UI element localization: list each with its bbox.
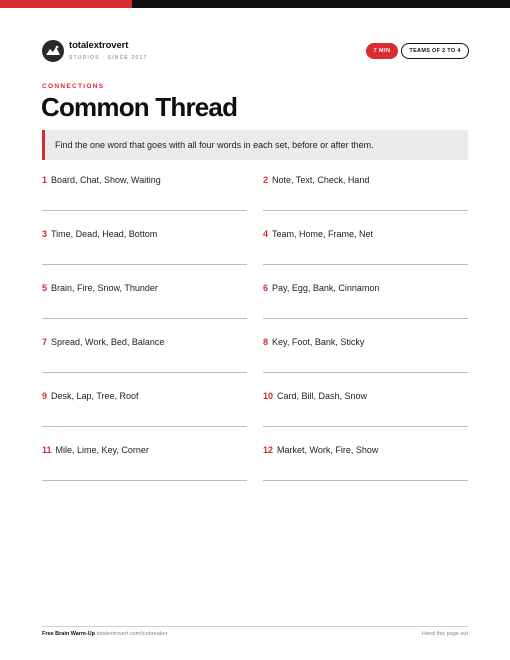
- item-words: Pay, Egg, Bank, Cinnamon: [272, 283, 380, 293]
- item-words: Team, Home, Frame, Net: [272, 229, 374, 239]
- item-number: 9: [42, 391, 48, 401]
- item-words: Spread, Work, Bed, Balance: [51, 337, 165, 347]
- answer-line[interactable]: [263, 480, 468, 481]
- item-number: 7: [42, 337, 48, 347]
- footer-note: Hand this page out: [421, 631, 468, 637]
- answer-line[interactable]: [263, 372, 468, 373]
- item-number: 12: [263, 445, 274, 455]
- answer-line[interactable]: [263, 210, 468, 211]
- item-words: Brain, Fire, Snow, Thunder: [51, 283, 158, 293]
- item-words: Market, Work, Fire, Show: [277, 445, 379, 455]
- footer-label: Free Brain Warm-Up: [42, 631, 95, 637]
- item-number: 4: [263, 229, 269, 239]
- item-number: 11: [42, 445, 52, 455]
- teams-badge: TEAMS OF 2 TO 4: [401, 43, 469, 59]
- item-words: Card, Bill, Dash, Snow: [277, 391, 368, 401]
- top-bar-accent: [0, 0, 132, 8]
- item-words: Mile, Lime, Key, Corner: [55, 445, 149, 455]
- page-title: Common Thread: [41, 92, 238, 122]
- top-bar: [0, 0, 510, 8]
- brand-logo-icon: [42, 40, 64, 62]
- item-number: 8: [263, 337, 269, 347]
- answer-line[interactable]: [42, 264, 247, 265]
- item-number: 5: [42, 283, 48, 293]
- instruction-text: Find the one word that goes with all four words in each set, before or after them.: [55, 140, 374, 150]
- answer-line[interactable]: [42, 372, 247, 373]
- item-words: Board, Chat, Show, Waiting: [51, 175, 161, 185]
- item-words: Time, Dead, Head, Bottom: [51, 229, 158, 239]
- answer-line[interactable]: [42, 426, 247, 427]
- item-words: Desk, Lap, Tree, Roof: [51, 391, 139, 401]
- answer-line[interactable]: [263, 264, 468, 265]
- footer-left: [42, 631, 167, 637]
- item-number: 1: [42, 175, 48, 185]
- answer-line[interactable]: [263, 426, 468, 427]
- item-number: 2: [263, 175, 269, 185]
- answer-line[interactable]: [263, 318, 468, 319]
- brand-subtitle: STUDIOS · SINCE 2017: [69, 55, 148, 61]
- answer-line[interactable]: [42, 318, 247, 319]
- brand-name: totalextrovert: [69, 40, 129, 51]
- answer-line[interactable]: [42, 480, 247, 481]
- item-number: 10: [263, 391, 274, 401]
- item-number: 3: [42, 229, 48, 239]
- item-words: Key, Foot, Bank, Sticky: [272, 337, 365, 347]
- category-label: CONNECTIONS: [42, 83, 105, 90]
- footer-divider: [42, 626, 468, 627]
- item-words: Note, Text, Check, Hand: [272, 175, 370, 185]
- footer-url[interactable]: totalextrovert.com/icebreaker: [96, 631, 168, 637]
- answer-line[interactable]: [42, 210, 247, 211]
- item-number: 6: [263, 283, 269, 293]
- time-badge: 7 MIN: [366, 43, 398, 59]
- instruction-box: [42, 130, 468, 160]
